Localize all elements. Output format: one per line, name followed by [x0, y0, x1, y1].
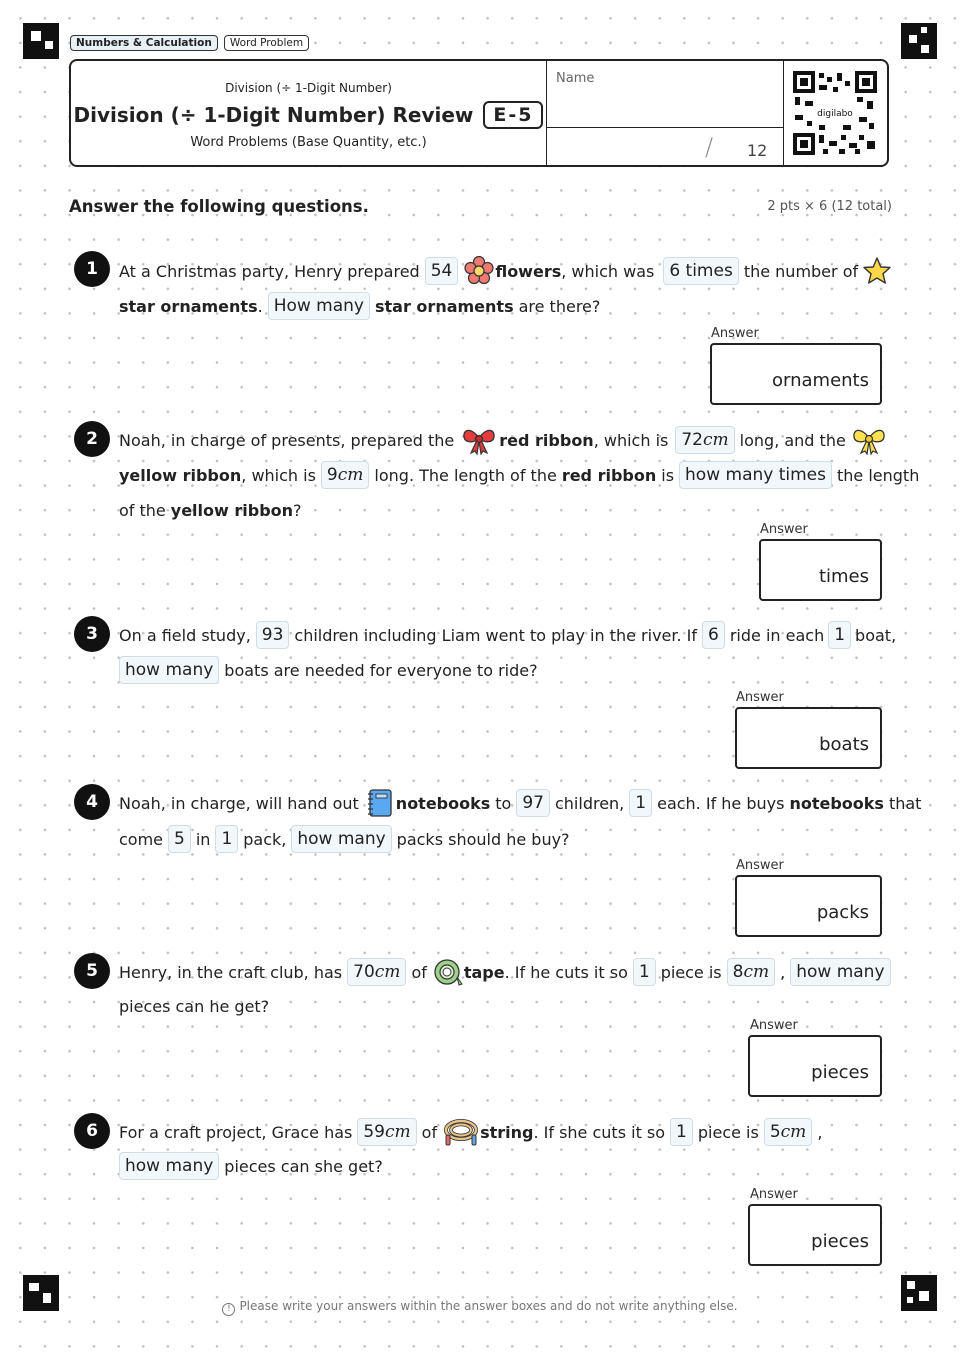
- score-total: 12: [747, 141, 768, 160]
- q4-text: Noah, in charge, will hand out: [119, 793, 359, 813]
- q1-text: are there?: [518, 296, 601, 316]
- q4-children-count: 97: [516, 789, 550, 817]
- q6-piece-count: 1: [670, 1118, 693, 1146]
- corner-marker-top-left: [23, 23, 59, 59]
- answer-label: Answer: [736, 858, 784, 873]
- q4-text: come: [119, 829, 164, 849]
- q2-yellow-length-box: 9cm: [321, 461, 369, 489]
- q4-text: packs should he buy?: [396, 829, 570, 849]
- q6-how-many-box: how many: [119, 1152, 219, 1180]
- q5-text: Henry, in the craft club, has: [119, 962, 343, 982]
- q3-text: On a field study,: [119, 625, 251, 645]
- tag-list: [70, 35, 309, 51]
- q2-text: long, and the: [739, 430, 846, 450]
- q6-text: . If she cuts it so: [533, 1122, 666, 1142]
- q2-text: long. The length of the: [374, 465, 557, 485]
- q1-text: At a Christmas party, Henry prepared: [119, 261, 420, 281]
- question-5-line-2: [119, 991, 269, 1021]
- q1-how-many-box: How many: [268, 292, 370, 320]
- q1-flowers-count: 54: [425, 257, 459, 285]
- points-info: 2 pts × 6 (12 total): [767, 199, 892, 214]
- q2-yellow-ribbon-label: yellow ribbon: [170, 500, 294, 520]
- question-2-line-1: [119, 425, 889, 455]
- title-area: [71, 61, 546, 165]
- q1-flowers-label: flowers: [495, 261, 562, 281]
- q3-text: ride in each: [729, 625, 825, 645]
- q4-text: to: [495, 793, 512, 813]
- tape-icon: [433, 957, 463, 987]
- string-icon: [443, 1117, 479, 1147]
- q1-text: .: [257, 296, 263, 316]
- question-6-line-1: [119, 1117, 822, 1147]
- corner-marker-top-right: [901, 23, 937, 59]
- answer-box-6[interactable]: [748, 1204, 882, 1266]
- worksheet-title: Division (÷ 1-Digit Number) Review: [73, 103, 474, 127]
- answer-box-2[interactable]: [759, 539, 882, 601]
- tag-type: Word Problem: [224, 35, 309, 51]
- answer-unit: times: [818, 566, 869, 587]
- question-number: 4: [74, 784, 110, 820]
- q5-piece-length: 8cm: [727, 958, 775, 986]
- q1-text: , which was: [561, 261, 655, 281]
- q4-text: each. If he buys: [657, 793, 785, 813]
- question-2-line-3: [119, 495, 302, 525]
- answer-label: Answer: [760, 522, 808, 537]
- question-number: 3: [74, 616, 110, 652]
- answer-unit: packs: [816, 902, 869, 923]
- answer-label: Answer: [711, 326, 759, 341]
- worksheet-topic: Word Problems (Base Quantity, etc.): [190, 135, 427, 150]
- q1-text: the number of: [743, 261, 859, 281]
- q5-tape-label: tape: [463, 962, 505, 982]
- q4-text: in: [195, 829, 211, 849]
- question-4-line-2: [119, 824, 570, 854]
- q5-how-many-box: how many: [790, 958, 890, 986]
- name-label: Name: [556, 71, 595, 86]
- q4-text: that: [888, 793, 922, 813]
- q2-text: , which is: [593, 430, 669, 450]
- q3-children-count: 93: [256, 621, 290, 649]
- score-slash: /: [705, 133, 714, 161]
- q6-string-label: string: [480, 1122, 534, 1142]
- q4-pack-count: 1: [215, 825, 238, 853]
- question-number: 2: [74, 421, 110, 457]
- q2-red-ribbon-label: red ribbon: [499, 430, 594, 450]
- q3-boat-count: 1: [828, 621, 851, 649]
- answer-label: Answer: [736, 690, 784, 705]
- q2-red-ribbon-label: red ribbon: [561, 465, 657, 485]
- answer-box-1[interactable]: [710, 343, 882, 405]
- q2-how-many-times-box: how many times: [679, 461, 832, 489]
- q2-text: is: [661, 465, 675, 485]
- worksheet-code: E-5: [483, 101, 543, 129]
- notebook-icon: [365, 788, 395, 818]
- worksheet-subtitle: Division (÷ 1-Digit Number): [225, 81, 392, 95]
- qr-label: digilabo: [817, 109, 853, 119]
- q6-text: For a craft project, Grace has: [119, 1122, 353, 1142]
- question-6-line-2: [114, 1151, 383, 1181]
- answer-label: Answer: [750, 1187, 798, 1202]
- q4-per-pack: 5: [168, 825, 191, 853]
- answer-box-5[interactable]: [748, 1035, 882, 1097]
- question-number: 1: [74, 251, 110, 287]
- question-2-line-2: [119, 460, 919, 490]
- qr-code-icon: [793, 71, 877, 155]
- question-3-line-1: [119, 620, 896, 650]
- q2-text: Noah, in charge of presents, prepared the: [119, 430, 455, 450]
- name-divider: [547, 127, 783, 128]
- q3-text: children including Liam went to play in the river. If: [294, 625, 698, 645]
- question-4-line-1: [119, 788, 921, 818]
- q4-how-many-box: how many: [291, 825, 391, 853]
- q2-yellow-ribbon-label: yellow ribbon: [119, 465, 242, 485]
- q2-text: of the: [119, 500, 166, 520]
- answer-unit: pieces: [811, 1231, 869, 1252]
- answer-unit: pieces: [811, 1062, 869, 1083]
- q3-per-boat: 6: [702, 621, 725, 649]
- q1-star-label: star ornaments: [375, 296, 514, 316]
- q4-each-count: 1: [629, 789, 652, 817]
- question-number: 5: [74, 953, 110, 989]
- q4-text: children,: [554, 793, 625, 813]
- footer-note: [0, 1299, 960, 1316]
- question-5-line-1: [119, 957, 896, 987]
- q6-text: piece is: [697, 1122, 759, 1142]
- q3-text: boat,: [855, 625, 897, 645]
- q5-text: pieces can he get?: [119, 996, 270, 1016]
- q6-string-length: 59cm: [357, 1118, 416, 1146]
- q5-text: ,: [780, 962, 786, 982]
- q6-text: ,: [817, 1122, 823, 1142]
- question-1-line-2: [119, 291, 600, 321]
- info-icon: !: [222, 1303, 235, 1316]
- q4-text: pack,: [243, 829, 287, 849]
- q5-text: piece is: [660, 962, 722, 982]
- question-number: 6: [74, 1113, 110, 1149]
- q6-text: pieces can she get?: [224, 1156, 383, 1176]
- answer-label: Answer: [750, 1018, 798, 1033]
- red-ribbon-icon: [460, 425, 498, 455]
- footer-text: Please write your answers within the answer boxes and do not write anything else.: [239, 1299, 738, 1313]
- instructions: Answer the following questions.: [69, 197, 369, 216]
- q1-star-label: star ornaments: [119, 296, 258, 316]
- q4-notebooks-label: notebooks: [395, 793, 491, 813]
- answer-box-4[interactable]: [735, 875, 882, 937]
- worksheet-title-row: [71, 101, 546, 129]
- q6-piece-length: 5cm: [764, 1118, 812, 1146]
- worksheet-header: [69, 59, 889, 167]
- q5-tape-length: 70cm: [347, 958, 406, 986]
- name-area[interactable]: [546, 61, 784, 165]
- q5-text: of: [411, 962, 427, 982]
- q5-piece-count: 1: [633, 958, 656, 986]
- q4-notebooks-label: notebooks: [789, 793, 884, 813]
- q2-text: the length: [837, 465, 920, 485]
- star-icon: [862, 256, 892, 286]
- q5-text: . If he cuts it so: [504, 962, 628, 982]
- flower-icon: [464, 256, 494, 286]
- q6-text: of: [421, 1122, 438, 1142]
- q2-text: ?: [293, 500, 302, 520]
- answer-unit: ornaments: [772, 370, 869, 391]
- q2-red-length-box: 72cm: [675, 426, 734, 454]
- tag-category: Numbers & Calculation: [70, 35, 218, 51]
- q3-text: boats are needed for everyone to ride?: [224, 660, 538, 680]
- answer-unit: boats: [819, 734, 869, 755]
- question-1-line-1: [119, 256, 893, 286]
- q1-times-box: 6 times: [663, 257, 738, 285]
- q3-how-many-box: how many: [119, 656, 219, 684]
- yellow-ribbon-icon: [850, 425, 888, 455]
- question-3-line-2: [114, 655, 538, 685]
- q2-text: , which is: [241, 465, 316, 485]
- answer-box-3[interactable]: [735, 707, 882, 769]
